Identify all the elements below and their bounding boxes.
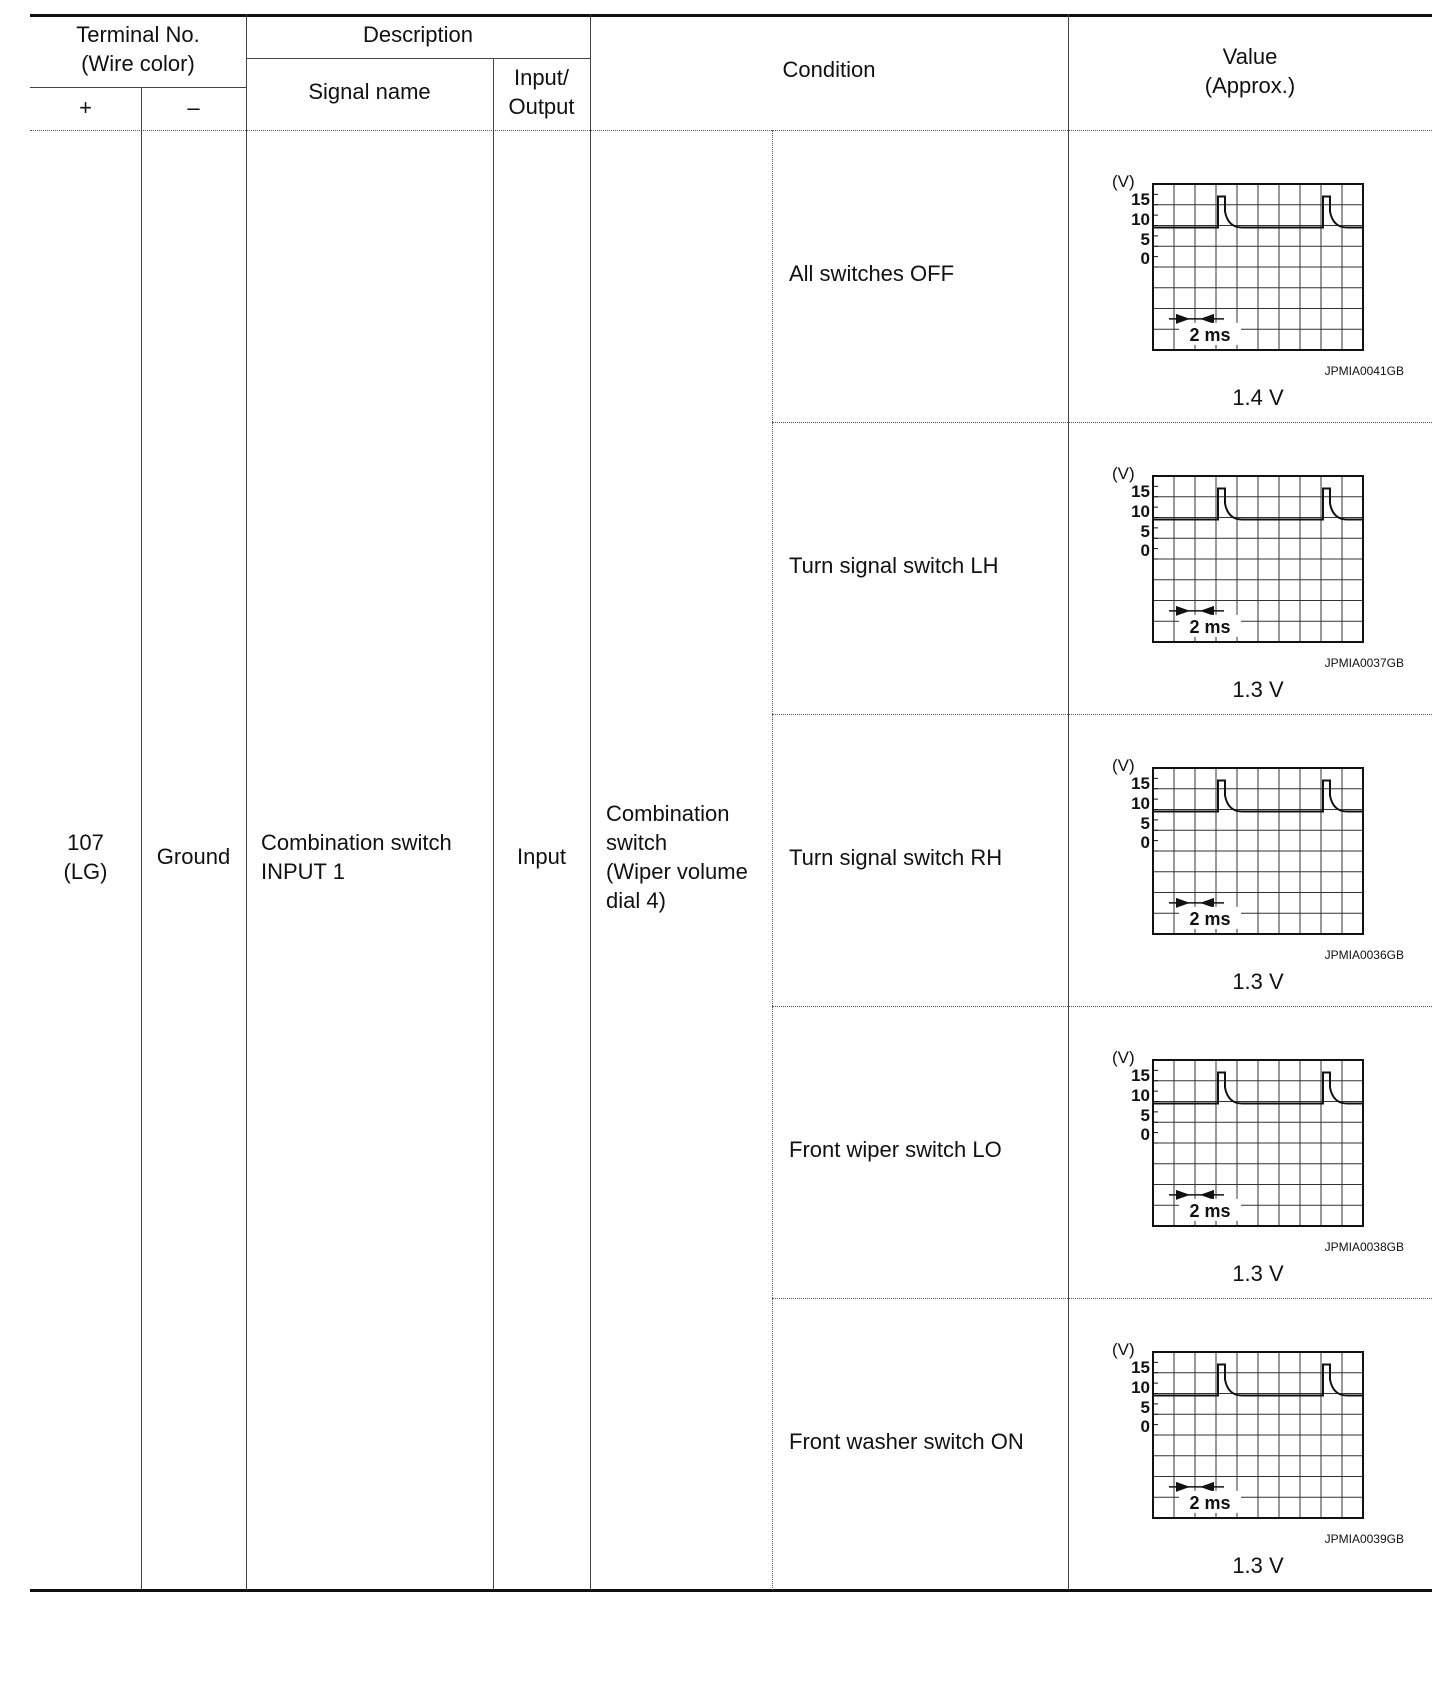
scope-tick-label: 10 [1131, 1086, 1150, 1105]
header-value-1: Value [1222, 44, 1278, 69]
scope-tick-label: 0 [1140, 1417, 1150, 1436]
header-description: Description [362, 22, 474, 47]
scope-tick-label: 15 [1131, 774, 1150, 793]
scope-tick-label: 10 [1131, 794, 1150, 813]
scope-tick-label: 5 [1140, 814, 1150, 833]
oscilloscope-graticule [1110, 464, 1370, 664]
condition-turn-signal-lh: Turn signal switch LH [789, 553, 999, 578]
oscilloscope-figure [1110, 172, 1370, 372]
table-top-rule [30, 14, 1432, 17]
condition-group-line-3: (Wiper volume [606, 859, 748, 884]
header-signal-name: Signal name [308, 79, 431, 104]
scope-tick-label: 10 [1131, 1378, 1150, 1397]
scope-time-label: 2 ms [1189, 324, 1231, 345]
col-divider-subcondition [772, 130, 773, 1590]
terminal-sub-rule [30, 87, 246, 88]
scope-unit-label: (V) [1112, 756, 1135, 775]
oscilloscope-graticule [1110, 172, 1370, 372]
scope-tick-label: 15 [1131, 1358, 1150, 1377]
header-bottom-rule [30, 130, 1432, 131]
header-condition: Condition [782, 57, 876, 82]
col-divider-plus-minus [141, 87, 142, 1590]
col-divider-io [493, 58, 494, 1590]
scope-tick-label: 5 [1140, 230, 1150, 249]
figure-id: JPMIA0039GB [1324, 1532, 1404, 1546]
col-divider-value [1068, 14, 1069, 1590]
scope-time-label: 2 ms [1189, 1200, 1231, 1221]
header-input-output-1: Input/ [513, 65, 570, 90]
scope-tick-label: 15 [1131, 190, 1150, 209]
row-divider-1 [772, 422, 1432, 423]
table-bottom-rule [30, 1589, 1432, 1592]
oscilloscope-graticule [1110, 1340, 1370, 1540]
scope-tick-label: 5 [1140, 522, 1150, 541]
scope-unit-label: (V) [1112, 172, 1135, 191]
scope-time-label: 2 ms [1189, 908, 1231, 929]
scope-tick-label: 0 [1140, 833, 1150, 852]
scope-time-label: 2 ms [1189, 616, 1231, 637]
condition-front-washer-on: Front washer switch ON [789, 1429, 1024, 1454]
scope-tick-label: 5 [1140, 1398, 1150, 1417]
scope-tick-label: 0 [1140, 541, 1150, 560]
terminal-number: 107 [67, 830, 104, 855]
header-value-2: (Approx.) [1204, 73, 1296, 98]
header-minus: – [187, 95, 200, 120]
value-reading: 1.3 V [1232, 677, 1284, 702]
condition-group-line-1: Combination [606, 801, 730, 826]
oscilloscope-graticule [1110, 756, 1370, 956]
condition-group-line-4: dial 4) [606, 888, 666, 913]
condition-turn-signal-rh: Turn signal switch RH [789, 845, 1003, 870]
col-divider-signal [246, 14, 247, 1590]
signal-name-line-1: Combination switch [261, 830, 452, 855]
oscilloscope-figure [1110, 756, 1370, 956]
header-terminal-no: Terminal No. [76, 22, 200, 47]
scope-time-label: 2 ms [1189, 1492, 1231, 1513]
scope-unit-label: (V) [1112, 1340, 1135, 1359]
condition-group-line-2: switch [606, 830, 668, 855]
header-input-output-2: Output [508, 94, 575, 119]
scope-tick-label: 10 [1131, 210, 1150, 229]
minus-terminal: Ground [156, 844, 231, 869]
scope-unit-label: (V) [1112, 1048, 1135, 1067]
scope-tick-label: 10 [1131, 502, 1150, 521]
scope-tick-label: 0 [1140, 249, 1150, 268]
row-divider-2 [772, 714, 1432, 715]
scope-tick-label: 5 [1140, 1106, 1150, 1125]
header-plus: + [79, 95, 92, 120]
figure-id: JPMIA0036GB [1324, 948, 1404, 962]
col-divider-condition [590, 14, 591, 1590]
scope-tick-label: 15 [1131, 482, 1150, 501]
value-reading: 1.4 V [1232, 385, 1284, 410]
condition-all-switches-off: All switches OFF [789, 261, 955, 286]
scope-tick-label: 0 [1140, 1125, 1150, 1144]
scope-tick-label: 15 [1131, 1066, 1150, 1085]
figure-id: JPMIA0037GB [1324, 656, 1404, 670]
header-wire-color: (Wire color) [81, 51, 195, 76]
figure-id: JPMIA0041GB [1324, 364, 1404, 378]
oscilloscope-figure [1110, 1048, 1370, 1248]
description-sub-rule [246, 58, 590, 59]
value-reading: 1.3 V [1232, 1261, 1284, 1286]
scope-unit-label: (V) [1112, 464, 1135, 483]
oscilloscope-graticule [1110, 1048, 1370, 1248]
condition-front-wiper-lo: Front wiper switch LO [789, 1137, 1002, 1162]
value-reading: 1.3 V [1232, 969, 1284, 994]
row-divider-4 [772, 1298, 1432, 1299]
value-reading: 1.3 V [1232, 1553, 1284, 1578]
oscilloscope-figure [1110, 1340, 1370, 1540]
io-type: Input [517, 844, 566, 869]
figure-id: JPMIA0038GB [1324, 1240, 1404, 1254]
oscilloscope-figure [1110, 464, 1370, 664]
terminal-wire-color: (LG) [63, 859, 108, 884]
signal-name-line-2: INPUT 1 [261, 859, 345, 884]
row-divider-3 [772, 1006, 1432, 1007]
